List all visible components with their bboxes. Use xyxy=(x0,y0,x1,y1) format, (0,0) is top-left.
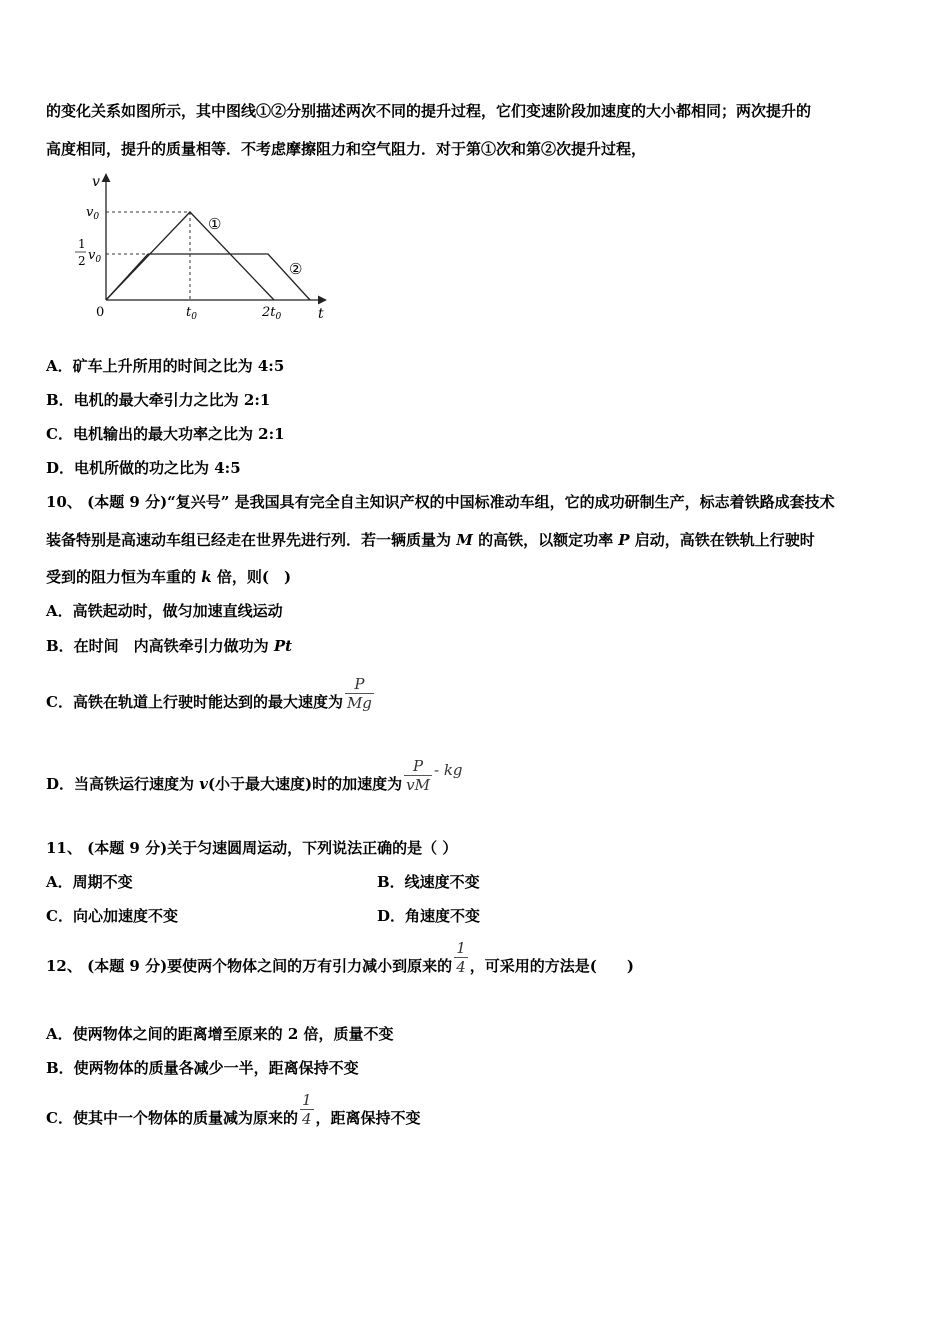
q10-stem-line1: 10、 (本题 9 分)“复兴号” 是我国具有完全自主知识产权的中国标准动车组，它的成功研制生产，标志着铁路成套技术 xyxy=(46,493,835,511)
q10-option-b xyxy=(46,636,292,656)
q12-option-c xyxy=(46,1090,421,1146)
curve-2 xyxy=(106,254,310,300)
q10-option-c xyxy=(46,674,376,730)
half-den: 2 xyxy=(78,254,86,268)
q12-stem xyxy=(46,938,634,994)
origin-label: 0 xyxy=(96,305,105,320)
curve-2-label: ② xyxy=(289,260,303,278)
curve-1-label: ① xyxy=(208,215,222,233)
q10-stem-line2 xyxy=(46,530,815,550)
frac-num: P xyxy=(354,674,365,693)
q11-option-b: B．线速度不变 xyxy=(377,873,480,891)
q10-stem-line3 xyxy=(46,567,291,587)
q12-option-c-a: C．使其中一个物体的质量减为原来的 xyxy=(46,1109,298,1127)
q12-stem-b: ，可采用的方法是( ) xyxy=(469,957,634,975)
var-P: P xyxy=(618,531,630,549)
q9-stem-line2: 高度相同，提升的质量相等．不考虑摩擦阻力和空气阻力．对于第①次和第②次提升过程， xyxy=(46,140,647,158)
q9-stem-line1: 的变化关系如图所示，其中图线①②分别描述两次不同的提升过程，它们变速阶段加速度的大小都相同；两次提升的 xyxy=(46,102,812,120)
half-num: 1 xyxy=(78,237,86,251)
q9-option-d: D．电机所做的功之比为 4:5 xyxy=(46,459,241,477)
var-M: M xyxy=(456,531,473,549)
q9-option-a: A．矿车上升所用的时间之比为 4:5 xyxy=(46,357,285,375)
t0-label: $t_0$ xyxy=(186,305,197,322)
q9-option-b: B．电机的最大牵引力之比为 2:1 xyxy=(46,391,271,409)
fraction-one-quarter xyxy=(300,1091,314,1128)
frac-den: 4 xyxy=(301,1109,312,1128)
q12-option-b: B．使两物体的质量各减少一半，距离保持不变 xyxy=(46,1059,359,1077)
q10-line3-a: 受到的阻力恒为车重的 xyxy=(46,568,202,586)
t-axis-label: t xyxy=(318,306,324,322)
v0-label: $v_0$ xyxy=(86,205,100,222)
q10-option-a: A．高铁起动时，做匀加速直线运动 xyxy=(46,602,283,620)
frac-den: vM xyxy=(406,775,430,794)
two-t0-label: $2t_0$ xyxy=(262,305,282,322)
q10-line2-b: 的高铁，以额定功率 xyxy=(472,531,619,549)
q12-stem-a: 12、 (本题 9 分)要使两个物体之间的万有引力减小到原来的 xyxy=(46,957,453,975)
q10-option-b-text: B．在时间 内高铁牵引力做功为 xyxy=(46,637,274,655)
q12-option-a: A．使两物体之间的距离增至原来的 2 倍，质量不变 xyxy=(46,1025,394,1043)
var-v: v xyxy=(199,775,208,793)
q11-option-a: A．周期不变 xyxy=(46,873,133,891)
frac-num: P xyxy=(413,756,424,775)
frac-den: 4 xyxy=(456,957,466,976)
half-v0-label: $v_0$ xyxy=(88,248,102,265)
minus-kg: - kg xyxy=(434,761,463,779)
q10-option-d xyxy=(46,756,463,812)
fraction-p-over-mg xyxy=(345,675,374,712)
q10-option-d-a: D．当高铁运行速度为 xyxy=(46,775,200,793)
q12-option-c-b: ，距离保持不变 xyxy=(315,1109,421,1127)
q10-line2-c: 启动，高铁在铁轨上行驶时 xyxy=(629,531,815,549)
q11-stem: 11、 (本题 9 分)关于匀速圆周运动，下列说法正确的是（ ） xyxy=(46,839,458,857)
q10-option-d-b: (小于最大速度)时的加速度为 xyxy=(207,775,403,793)
fraction-one-quarter xyxy=(454,939,468,976)
q11-option-d: D．角速度不变 xyxy=(377,907,481,925)
q10-line2-a: 装备特别是高速动车组已经走在世界先进行列．若一辆质量为 xyxy=(46,531,457,549)
q9-option-c: C．电机输出的最大功率之比为 2:1 xyxy=(46,425,285,443)
v-axis-label: v xyxy=(92,174,100,190)
q11-option-c: C．向心加速度不变 xyxy=(46,907,178,925)
frac-den: Mg xyxy=(346,693,372,712)
q10-option-c-text: C．高铁在轨道上行驶时能达到的最大速度为 xyxy=(46,693,343,711)
frac-num: 1 xyxy=(301,1090,312,1109)
frac-num: 1 xyxy=(456,938,466,957)
var-k: k xyxy=(201,568,212,586)
var-Pt: Pt xyxy=(273,637,293,655)
vt-graph xyxy=(46,168,346,328)
q10-line3-b: 倍，则( ) xyxy=(211,568,292,586)
fraction-p-over-vm xyxy=(404,757,432,794)
